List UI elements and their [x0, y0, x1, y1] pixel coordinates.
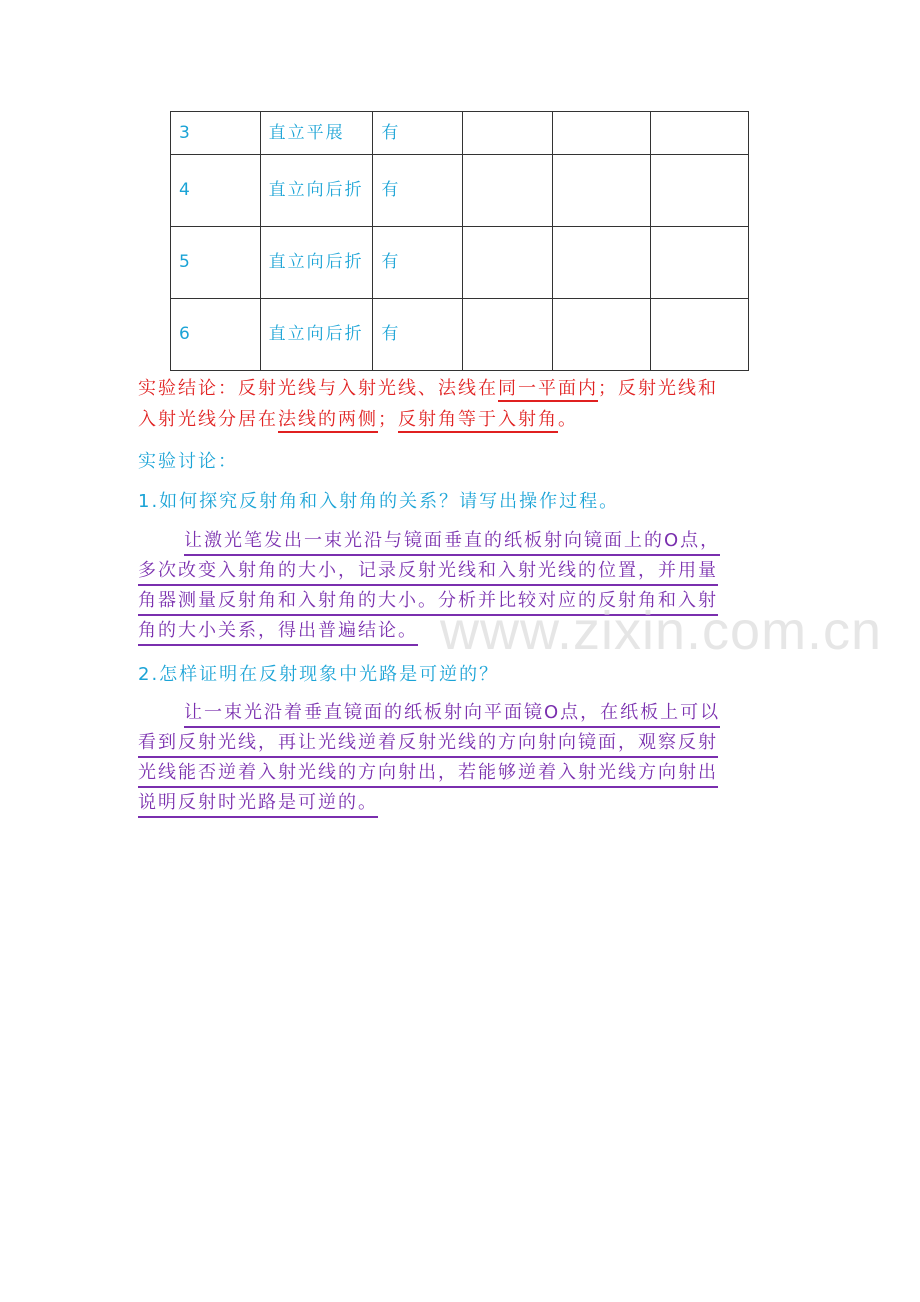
has-reflection: 有 [373, 299, 463, 371]
table-row [171, 227, 749, 299]
has-reflection: 有 [373, 112, 463, 155]
empty-cell [650, 155, 748, 227]
answer-1-line: 多次改变入射角的大小，记录反射光线和入射光线的位置，并用量 [138, 558, 788, 586]
empty-cell [552, 112, 650, 155]
answer-1-line: 角的大小关系，得出普遍结论。 [138, 618, 788, 646]
placement-method: 直立向后折 [260, 227, 373, 299]
empty-cell [463, 155, 553, 227]
answer-2-line: 光线能否逆着入射光线的方向射出，若能够逆着入射光线方向射出 [138, 760, 788, 788]
conclusion-line-2 [138, 405, 788, 431]
empty-cell [463, 299, 553, 371]
empty-cell [463, 112, 553, 155]
table-row [171, 299, 749, 371]
trial-number: 3 [171, 112, 261, 155]
conclusion-text: 。 [558, 409, 578, 430]
answer-2-line: 说明反射时光路是可逆的。 [138, 790, 788, 818]
discussion-heading: 实验讨论： [138, 451, 238, 472]
conclusion-answer: 反射角等于入射角 [398, 409, 558, 433]
empty-cell [552, 299, 650, 371]
question-1: 1.如何探究反射角和入射角的关系？请写出操作过程。 [138, 491, 620, 512]
table-row [171, 155, 749, 227]
has-reflection: 有 [373, 155, 463, 227]
empty-cell [463, 227, 553, 299]
conclusion-text: 入射光线分居在 [138, 409, 278, 430]
watermark: www.zixin.com.cn [440, 601, 883, 661]
question-2: 2.怎样证明在反射现象中光路是可逆的？ [138, 664, 500, 685]
placement-method: 直立平展 [260, 112, 373, 155]
conclusion-line-1 [138, 374, 788, 400]
placement-method: 直立向后折 [260, 155, 373, 227]
empty-cell [552, 155, 650, 227]
trial-number: 4 [171, 155, 261, 227]
conclusion-text: 反射光线与入射光线、法线在 [238, 378, 498, 399]
empty-cell [650, 112, 748, 155]
answer-2-line: 看到反射光线，再让光线逆着反射光线的方向射向镜面，观察反射 [138, 730, 788, 758]
empty-cell [650, 299, 748, 371]
placement-method: 直立向后折 [260, 299, 373, 371]
conclusion-text: ； [378, 409, 398, 430]
conclusion-text: ；反射光线和 [598, 378, 718, 399]
conclusion-answer: 同一平面内 [498, 378, 598, 402]
conclusion-answer: 法线的两侧 [278, 409, 378, 433]
trial-number: 5 [171, 227, 261, 299]
answer-1-line: 角器测量反射角和入射角的大小。分析并比较对应的反射角和入射 [138, 588, 788, 616]
has-reflection: 有 [373, 227, 463, 299]
trial-number: 6 [171, 299, 261, 371]
empty-cell [650, 227, 748, 299]
conclusion-label: 实验结论： [138, 378, 238, 399]
experiment-table [170, 111, 749, 371]
empty-cell [552, 227, 650, 299]
answer-1-line: 让激光笔发出一束光沿与镜面垂直的纸板射向镜面上的O点， [184, 528, 782, 556]
table-row [171, 112, 749, 155]
answer-2-line: 让一束光沿着垂直镜面的纸板射向平面镜O点，在纸板上可以 [184, 700, 782, 728]
